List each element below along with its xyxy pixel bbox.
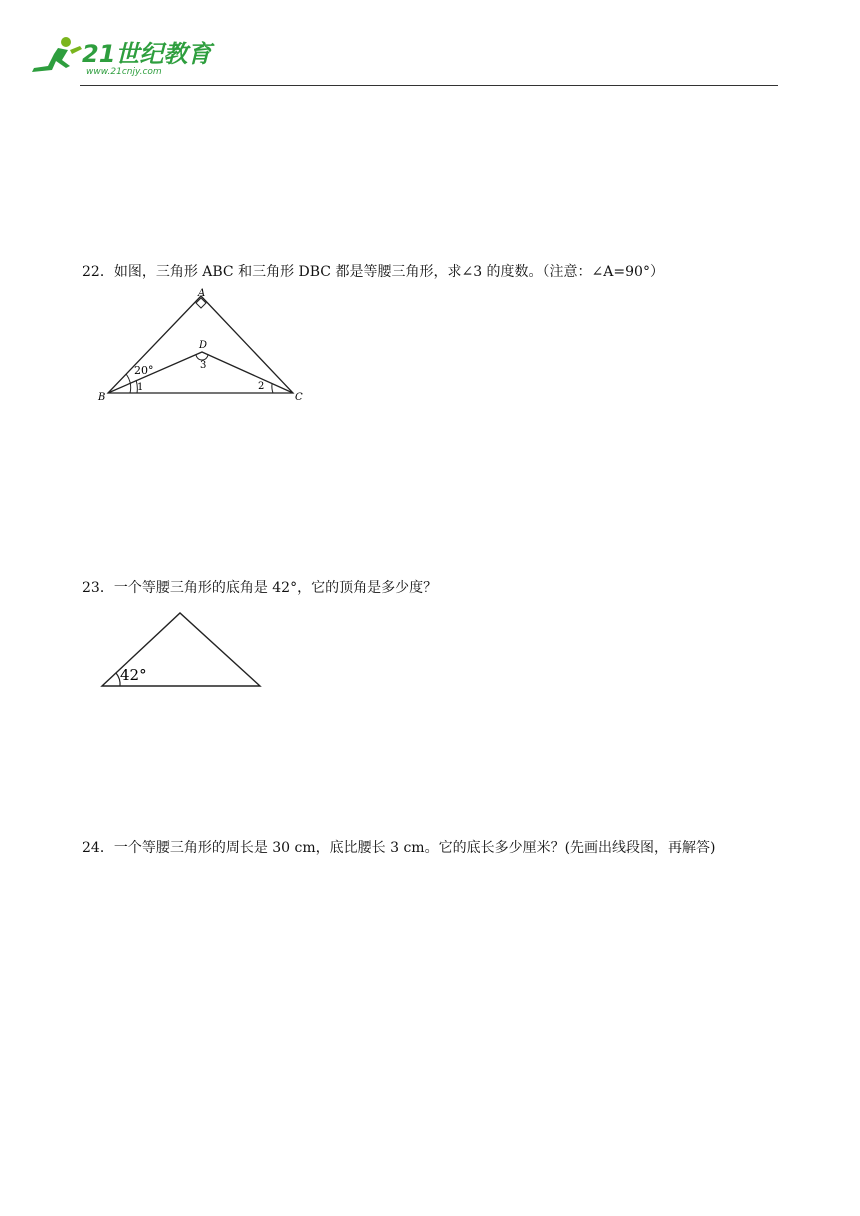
logo-url: www.21cnjy.com bbox=[86, 67, 162, 77]
logo bbox=[28, 34, 212, 78]
label-d: D bbox=[199, 340, 208, 351]
question-24: 24．一个等腰三角形的周长是 30 cm，底比腰长 3 cm。它的底长多少厘米？(先画出线段图，再解答) bbox=[82, 840, 716, 856]
angle-3-label: 3 bbox=[200, 360, 207, 371]
angle-1-label: 1 bbox=[137, 382, 144, 393]
runner-icon bbox=[32, 37, 82, 72]
logo-title: 21世纪教育 bbox=[82, 40, 212, 68]
figure-23-triangle bbox=[98, 608, 264, 690]
angle-42-label: 42° bbox=[120, 666, 147, 684]
label-a: A bbox=[198, 288, 206, 299]
figure-22-triangles bbox=[96, 288, 316, 406]
question-23: 23．一个等腰三角形的底角是 42°，它的顶角是多少度？ bbox=[82, 580, 438, 596]
angle-2-label: 2 bbox=[258, 381, 265, 392]
question-22: 22．如图，三角形 ABC 和三角形 DBC 都是等腰三角形，求∠3 的度数。（注意：∠A=90°） bbox=[82, 264, 664, 280]
label-c: C bbox=[295, 392, 303, 403]
label-b: B bbox=[98, 392, 106, 403]
header-divider bbox=[80, 85, 778, 86]
angle-20-label: 20° bbox=[134, 364, 154, 377]
